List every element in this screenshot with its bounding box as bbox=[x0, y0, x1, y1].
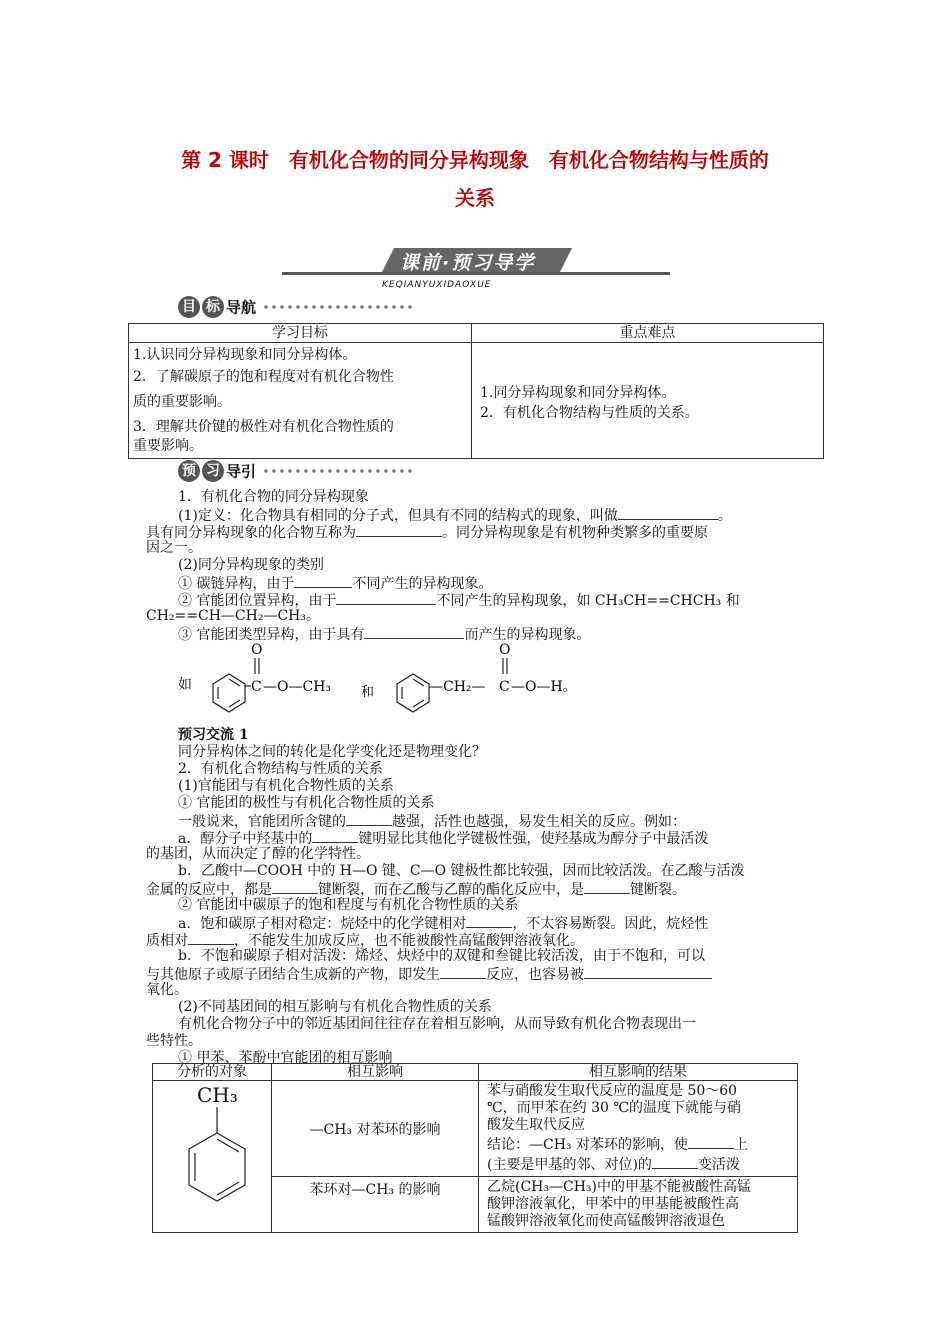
text-line: ① 甲苯、苯酚中官能团的相互影响 bbox=[178, 1050, 393, 1066]
influence-table bbox=[152, 1063, 798, 1233]
text-line: ② 官能团中碳原子的饱和程度与有机化合物性质的关系 bbox=[178, 897, 519, 913]
text-line: (1)官能团与有机化合物性质的关系 bbox=[178, 778, 394, 794]
svg-text:O: O bbox=[251, 642, 263, 658]
text-line: b．乙酸中—COOH 中的 H—O 键、C—O 键极性都比较强，因而比较活泼。在乙酸与活泼 bbox=[178, 863, 745, 879]
svg-text:—CH₂—: —CH₂— bbox=[429, 679, 486, 695]
text-line: b．不饱和碳原子相对活泼：烯烃、炔烃中的双键和叁键比较活泼，由于不饱和，可以 bbox=[178, 948, 705, 964]
svg-text:C: C bbox=[251, 679, 262, 695]
text-line: 的基团，从而决定了醇的化学特性。 bbox=[146, 846, 370, 862]
svg-text:C: C bbox=[499, 679, 510, 695]
text-line: 具有同分异构现象的化合物互称为 。同分异构现象是有机物种类繁多的重要原 bbox=[146, 522, 816, 542]
text-line: 与其他原子或原子团结合生成新的产物，即发生 反应，也容易被 bbox=[146, 964, 816, 984]
text-line: 有机化合物分子中的邻近基团间往往存在着相互影响，从而导致有机化合物表现出一 bbox=[178, 1016, 696, 1032]
th-result: 相互影响的结果 bbox=[479, 1064, 798, 1081]
text-line: 些特性。 bbox=[146, 1033, 202, 1049]
svg-text:—O—H。: —O—H。 bbox=[511, 679, 577, 695]
keypoints-cell: 1.同分异构现象和同分异构体。 2．有机化合物结构与性质的关系。 bbox=[472, 343, 824, 459]
section-header-goals: 目 标 导航 bbox=[178, 296, 412, 322]
th-influence: 相互影响 bbox=[272, 1064, 479, 1081]
text-line: 氧化。 bbox=[146, 982, 188, 998]
text-line: 同分异构体之间的转化是化学变化还是物理变化？ bbox=[178, 744, 486, 760]
goals-table bbox=[128, 323, 824, 459]
benzene-ring-icon bbox=[173, 1107, 253, 1217]
goals-header: 学习目标 bbox=[129, 324, 472, 343]
text-line: ① 碳链异构，由于 不同产生的异构现象。 bbox=[178, 573, 848, 593]
text-line: (2)不同基团间的相互影响与有机化合物性质的关系 bbox=[178, 999, 492, 1015]
goals-cell: 1.认识同分异构现象和同分异构体。 2．了解碳原子的饱和程度对有机化合物性 质的重要影响。 3．理解共价键的极性对有机化合物性质的 重要影响。 bbox=[129, 343, 472, 459]
exchange-heading: 预习交流 1 bbox=[178, 727, 249, 743]
text-line: 1．有机化合物的同分异构现象 bbox=[178, 489, 369, 505]
banner-title: 课前·预习导学 bbox=[400, 252, 536, 274]
text-line: a．饱和碳原子相对稳定：烷烃中的化学键相对 ，不太容易断裂。因此，烷烃性 bbox=[178, 913, 848, 933]
toluene-structure-cell bbox=[153, 1081, 272, 1233]
text-line: 一般说来，官能团所含键的 越强，活性也越强，易发生相关的反应。例如： bbox=[178, 811, 848, 831]
text-line: 质相对 ，不能发生加成反应，也不能被酸性高锰酸钾溶液氧化。 bbox=[146, 930, 816, 950]
text-line: ③ 官能团类型异构，由于具有 而产生的异构现象。 bbox=[178, 624, 848, 644]
ch3-label: CH₃ bbox=[197, 1083, 238, 1107]
ring-effect-label: 苯环对—CH₃ 的影响 bbox=[272, 1177, 479, 1233]
section-header-preview: 预 习 导引 bbox=[178, 460, 412, 486]
page-title-line2: 关系 bbox=[455, 186, 495, 210]
svg-text:O: O bbox=[499, 642, 511, 658]
methyl-effect-label: —CH₃ 对苯环的影响 bbox=[272, 1081, 479, 1177]
text-line: ② 官能团位置异构，由于 不同产生的异构现象，如 CH₃CH==CHCH₃ 和 bbox=[178, 590, 848, 610]
text-line: (2)同分异构现象的类别 bbox=[178, 557, 324, 573]
isomer-structures bbox=[193, 636, 613, 726]
text-line: 金属的反应中，都是 键断裂，而在乙酸与乙醇的酯化反应中，是 键断裂。 bbox=[146, 879, 816, 899]
methyl-effect-result: 苯与硝酸发生取代反应的温度是 50～60 ℃，而甲苯在约 30 ℃的温度下就能与硝 酸发生取代反应 结论：—CH₃ 对苯环的影响，使 上 (主要是甲基的邻、对位)的 变活泼 bbox=[479, 1081, 798, 1177]
text-line: 2．有机化合物结构与性质的关系 bbox=[178, 761, 383, 777]
text-ru: 如 bbox=[178, 677, 192, 693]
text-line: (1)定义：化合物具有相同的分子式，但具有不同的结构式的现象，叫做 。 bbox=[178, 505, 848, 525]
ring-effect-result: 乙烷(CH₃—CH₃)中的甲基不能被酸性高锰 酸钾溶液氧化，甲苯中的甲基能被酸性高 锰酸钾溶液氧化而使高锰酸钾溶液退色 bbox=[479, 1177, 798, 1233]
keypoints-header: 重点难点 bbox=[472, 324, 824, 343]
text-line: a．醇分子中羟基中的 键明显比其他化学键极性强，使羟基成为醇分子中最活泼 bbox=[178, 828, 848, 848]
text-line: 因之一。 bbox=[146, 540, 202, 556]
page-title: 第 2 课时 有机化合物的同分异构现象 有机化合物结构与性质的 bbox=[181, 148, 769, 172]
svg-text:和: 和 bbox=[361, 685, 375, 700]
banner-subtitle: KEQIANYUXIDAOXUE bbox=[382, 280, 492, 290]
text-line: CH₂==CH—CH₂—CH₃。 bbox=[146, 608, 320, 624]
svg-text:—O—CH₃: —O—CH₃ bbox=[263, 679, 332, 695]
th-object: 分析的对象 bbox=[153, 1064, 272, 1081]
section-banner bbox=[282, 248, 670, 276]
text-line: ① 官能团的极性与有机化合物性质的关系 bbox=[178, 795, 435, 811]
